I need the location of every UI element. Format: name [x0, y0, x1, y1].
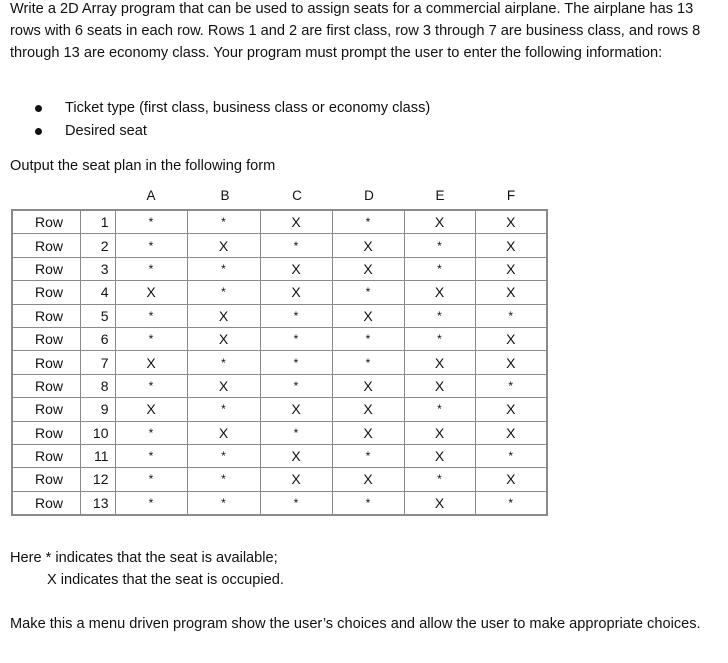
seat-cell-5f: * [475, 304, 547, 327]
table-row [12, 210, 547, 234]
row-number: 8 [80, 374, 115, 397]
seat-cell-13d: * [332, 491, 404, 515]
seat-cell-5b: X [187, 304, 260, 327]
seat-cell-7b: * [187, 351, 260, 374]
seat-cell-11e: X [404, 444, 475, 467]
seat-cell-7c: * [260, 351, 332, 374]
seat-cell-6a: * [115, 327, 187, 350]
bullet-dot-icon [35, 128, 42, 135]
row-label: Row [12, 374, 80, 397]
bullet-desired-seat: Desired seat [30, 120, 430, 143]
column-header-b: B [220, 188, 230, 203]
seat-cell-10b: X [187, 421, 260, 444]
seat-cell-8e: X [404, 374, 475, 397]
seat-plan-table [11, 209, 548, 516]
table-row [12, 398, 547, 421]
row-label: Row [12, 257, 80, 280]
seat-cell-2e: * [404, 234, 475, 257]
seat-cell-9d: X [332, 398, 404, 421]
seat-cell-13e: X [404, 491, 475, 515]
seat-cell-6e: * [404, 327, 475, 350]
seat-cell-1a: * [115, 210, 187, 234]
seat-cell-4c: X [260, 281, 332, 304]
intro-paragraph: Write a 2D Array program that can be used to assign seats for a commercial airplane. The airplane has 13 rows with 6 seats in each row. Rows 1 and 2 are first class, row 3 through 7 are business class, and rows 8 through 13 are economy class. Your program must prompt the user to enter the following information: [10, 1, 701, 61]
seat-cell-2b: X [187, 234, 260, 257]
seat-cell-11d: * [332, 444, 404, 467]
closing-paragraph: Make this a menu driven program show the user’s choices and allow the user to make appropriate choices. [10, 616, 701, 632]
row-number: 1 [80, 210, 115, 234]
row-number: 13 [80, 491, 115, 515]
seat-cell-2d: X [332, 234, 404, 257]
row-label: Row [12, 351, 80, 374]
seat-column-headers [0, 188, 728, 208]
output-label: Output the seat plan in the following form [10, 158, 276, 174]
seat-cell-1e: X [404, 210, 475, 234]
table-row [12, 281, 547, 304]
row-number: 5 [80, 304, 115, 327]
seat-cell-5c: * [260, 304, 332, 327]
column-header-d: D [364, 188, 374, 203]
seat-cell-5d: X [332, 304, 404, 327]
row-label: Row [12, 468, 80, 491]
column-header-e: E [435, 188, 445, 203]
table-row [12, 304, 547, 327]
seat-cell-12d: X [332, 468, 404, 491]
seat-cell-8b: X [187, 374, 260, 397]
seat-cell-3b: * [187, 257, 260, 280]
seat-cell-13f: * [475, 491, 547, 515]
seat-cell-3a: * [115, 257, 187, 280]
row-number: 10 [80, 421, 115, 444]
table-row [12, 257, 547, 280]
seat-cell-8c: * [260, 374, 332, 397]
legend-available: Here * indicates that the seat is available; [10, 550, 278, 566]
seat-cell-2c: * [260, 234, 332, 257]
seat-cell-10d: X [332, 421, 404, 444]
seat-cell-9a: X [115, 398, 187, 421]
seat-cell-3c: X [260, 257, 332, 280]
row-label: Row [12, 398, 80, 421]
row-label: Row [12, 281, 80, 304]
table-row [12, 234, 547, 257]
seat-cell-4f: X [475, 281, 547, 304]
seat-cell-8f: * [475, 374, 547, 397]
seat-cell-5e: * [404, 304, 475, 327]
row-label: Row [12, 210, 80, 234]
seat-cell-12f: X [475, 468, 547, 491]
seat-cell-4b: * [187, 281, 260, 304]
seat-cell-1d: * [332, 210, 404, 234]
row-number: 9 [80, 398, 115, 421]
column-header-f: F [506, 188, 516, 203]
column-header-c: C [292, 188, 302, 203]
table-row [12, 327, 547, 350]
info-bullet-list [30, 97, 430, 143]
row-number: 4 [80, 281, 115, 304]
seat-cell-8a: * [115, 374, 187, 397]
row-label: Row [12, 491, 80, 515]
seat-cell-13c: * [260, 491, 332, 515]
row-label: Row [12, 444, 80, 467]
row-label: Row [12, 304, 80, 327]
column-header-a: A [146, 188, 156, 203]
row-number: 11 [80, 444, 115, 467]
seat-cell-9b: * [187, 398, 260, 421]
seat-cell-1c: X [260, 210, 332, 234]
table-row [12, 374, 547, 397]
seat-cell-7e: X [404, 351, 475, 374]
seat-cell-4e: X [404, 281, 475, 304]
table-row [12, 421, 547, 444]
seat-cell-8d: X [332, 374, 404, 397]
seat-cell-9e: * [404, 398, 475, 421]
seat-cell-12b: * [187, 468, 260, 491]
seat-cell-6c: * [260, 327, 332, 350]
seat-cell-4a: X [115, 281, 187, 304]
seat-cell-2f: X [475, 234, 547, 257]
seat-cell-11a: * [115, 444, 187, 467]
seat-cell-2a: * [115, 234, 187, 257]
seat-cell-13b: * [187, 491, 260, 515]
bullet-dot-icon [35, 105, 42, 112]
seat-cell-6b: X [187, 327, 260, 350]
row-label: Row [12, 234, 80, 257]
seat-cell-4d: * [332, 281, 404, 304]
seat-cell-3e: * [404, 257, 475, 280]
seat-cell-11b: * [187, 444, 260, 467]
seat-cell-10a: * [115, 421, 187, 444]
bullet-ticket-type: Ticket type (first class, business class or economy class) [30, 97, 430, 120]
seat-cell-3d: X [332, 257, 404, 280]
table-row [12, 351, 547, 374]
seat-cell-9c: X [260, 398, 332, 421]
table-row [12, 468, 547, 491]
table-row [12, 444, 547, 467]
seat-cell-12c: X [260, 468, 332, 491]
row-number: 6 [80, 327, 115, 350]
seat-cell-7d: * [332, 351, 404, 374]
legend-occupied: X indicates that the seat is occupied. [47, 572, 284, 588]
table-row [12, 491, 547, 515]
seat-cell-10c: * [260, 421, 332, 444]
seat-cell-7f: X [475, 351, 547, 374]
seat-cell-12e: * [404, 468, 475, 491]
seat-cell-1f: X [475, 210, 547, 234]
seat-cell-9f: X [475, 398, 547, 421]
row-number: 7 [80, 351, 115, 374]
seat-cell-10e: X [404, 421, 475, 444]
row-label: Row [12, 327, 80, 350]
seat-cell-7a: X [115, 351, 187, 374]
row-number: 12 [80, 468, 115, 491]
seat-cell-11f: * [475, 444, 547, 467]
seat-cell-1b: * [187, 210, 260, 234]
seat-cell-3f: X [475, 257, 547, 280]
seat-cell-13a: * [115, 491, 187, 515]
row-number: 2 [80, 234, 115, 257]
seat-cell-6f: X [475, 327, 547, 350]
seat-cell-10f: X [475, 421, 547, 444]
row-label: Row [12, 421, 80, 444]
seat-cell-11c: X [260, 444, 332, 467]
seat-cell-12a: * [115, 468, 187, 491]
row-number: 3 [80, 257, 115, 280]
seat-cell-5a: * [115, 304, 187, 327]
seat-cell-6d: * [332, 327, 404, 350]
